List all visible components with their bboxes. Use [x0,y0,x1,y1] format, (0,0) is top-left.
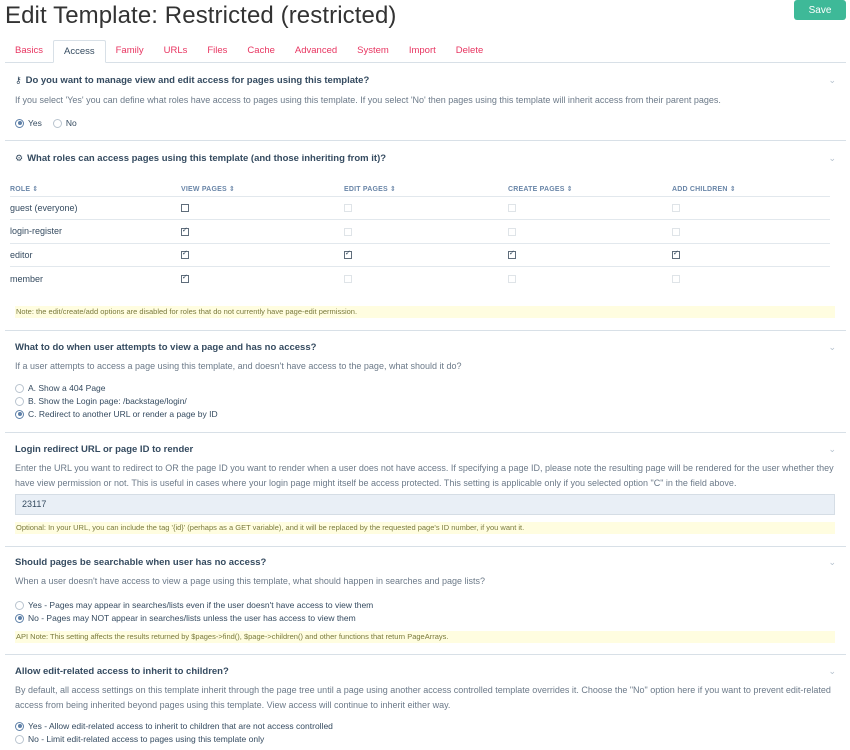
searchable-option-no[interactable]: No - Pages may NOT appear in searches/lists unless the user has access to view them [15,613,356,623]
table-row [10,220,830,244]
roles-heading[interactable] [15,153,386,164]
table-row [10,196,830,220]
no-access-heading[interactable] [15,342,316,353]
tab-system[interactable]: System [357,45,389,56]
redirect-description: Enter the URL you want to redirect to OR the page ID you want to render when a user does not have access. If specifying a page ID, please note the resulting page will be rendered for the user whether they have view permission or not. This is useful in cases where your login page might itself be access protected. This setting is applicable only if you selected option "C" in the field above. [15,463,834,488]
tab-cache[interactable]: Cache [247,45,275,56]
add-children-checkbox [672,228,680,236]
manage-access-title: Do you want to manage view and edit access for pages using this template? [25,75,370,86]
chevron-down-icon[interactable]: ⌄ [828,75,836,85]
add-children-checkbox[interactable] [672,251,680,259]
searchable-description: When a user doesn't have access to view a page using this template, what should happen in searches and page lists? [15,576,486,586]
view-checkbox[interactable] [181,275,189,283]
edit-checkbox [344,275,352,283]
manage-access-no[interactable]: No [53,118,77,128]
tab-basics[interactable]: Basics [15,45,43,56]
no-access-title: What to do when user attempts to view a page and has no access? [15,342,317,353]
table-header-row [10,182,830,196]
gears-icon: ⚙ [15,153,24,163]
roles-table [10,182,830,290]
radio-option-a[interactable] [15,384,24,393]
chevron-down-icon[interactable]: ⌄ [828,153,836,163]
radio-yes[interactable] [15,119,24,128]
edit-checkbox [344,204,352,212]
redirect-section [5,432,846,546]
tab-advanced[interactable]: Advanced [294,45,338,56]
manage-access-heading[interactable] [15,75,369,86]
inherit-heading[interactable] [15,666,229,677]
inherit-option-no[interactable]: No - Limit edit-related access to pages using this template only [15,734,264,744]
chevron-down-icon[interactable]: ⌄ [828,666,836,676]
tab-urls[interactable]: URLs [163,45,188,56]
searchable-option-yes[interactable]: Yes - Pages may appear in searches/lists even if the user doesn't have access to view them [15,600,373,610]
tab-delete[interactable]: Delete [455,45,484,56]
searchable-title: Should pages be searchable when user has no access? [15,557,267,568]
radio-inherit-yes[interactable] [15,722,24,731]
redirect-heading[interactable] [15,444,193,455]
manage-access-description: If you select 'Yes' you can define what roles have access to pages using this template. If you select 'No' then pages using this template will inherit access from their parent pages. [15,95,721,105]
column-role[interactable]: ROLE ⇕ [10,186,39,193]
tab-bar [5,40,493,62]
key-icon: ⚷ [15,75,22,85]
save-button[interactable]: Save [794,0,846,20]
redirect-title: Login redirect URL or page ID to render [15,444,194,455]
role-name: guest (everyone) [10,196,181,220]
manage-access-section [5,62,846,140]
searchable-heading[interactable] [15,557,266,568]
no-access-option-c[interactable]: C. Redirect to another URL or render a page by ID [15,409,218,419]
page-title: Edit Template: Restricted (restricted) [5,2,397,29]
roles-note: Note: the edit/create/add options are disabled for roles that do not currently have page-edit permission. [15,306,835,318]
no-access-section [5,330,846,432]
inherit-section [5,654,846,750]
create-checkbox [508,228,516,236]
table-row [10,267,830,291]
create-checkbox [508,275,516,283]
role-name: login-register [10,220,181,244]
view-checkbox[interactable] [181,204,189,212]
radio-option-c[interactable] [15,410,24,419]
searchable-section [5,546,846,654]
inherit-title: Allow edit-related access to inherit to children? [15,666,229,677]
tab-import[interactable]: Import [408,45,436,56]
manage-access-yes[interactable]: Yes [15,118,42,128]
view-checkbox[interactable] [181,228,189,236]
radio-option-b[interactable] [15,397,24,406]
column-view-pages[interactable]: VIEW PAGES ⇕ [181,186,236,193]
chevron-down-icon[interactable]: ⌄ [828,557,836,567]
edit-checkbox [344,228,352,236]
inherit-description: By default, all access settings on this template inherit through the page tree until a page using another access controlled template overrides it. Choose the "No" option here if you want to prevent edit-related access from being inherited beyond pages using this template. View access will continue to inherit either way. [15,685,831,710]
add-children-checkbox [672,275,680,283]
column-edit-pages[interactable]: EDIT PAGES ⇕ [344,186,397,193]
column-add-children[interactable]: ADD CHILDREN ⇕ [672,186,736,193]
manage-access-options [15,118,88,128]
table-row [10,243,830,267]
view-checkbox[interactable] [181,251,189,259]
radio-searchable-no[interactable] [15,614,24,623]
tab-family[interactable]: Family [115,45,144,56]
redirect-input[interactable]: 23117 [15,494,835,515]
role-name: member [10,267,181,291]
chevron-down-icon[interactable]: ⌄ [828,342,836,352]
no-access-description: If a user attempts to access a page using this template, and doesn't have access to the page, what should it do? [15,361,462,371]
radio-inherit-no[interactable] [15,735,24,744]
create-checkbox [508,204,516,212]
chevron-down-icon[interactable]: ⌄ [828,444,836,454]
radio-no[interactable] [53,119,62,128]
create-checkbox[interactable] [508,251,516,259]
tab-access[interactable]: Access [53,40,106,63]
inherit-option-yes[interactable]: Yes - Allow edit-related access to inherit to children that are not access controlled [15,721,333,731]
column-create-pages[interactable]: CREATE PAGES ⇕ [508,186,573,193]
tab-files[interactable]: Files [207,45,228,56]
role-name: editor [10,243,181,267]
roles-title: What roles can access pages using this template (and those inheriting from it)? [27,153,387,164]
redirect-note: Optional: In your URL, you can include the tag '{id}' (perhaps as a GET variable), and it will be replaced by the requested page's ID number, if you want it. [15,522,835,534]
no-access-option-a[interactable]: A. Show a 404 Page [15,383,106,393]
radio-searchable-yes[interactable] [15,601,24,610]
searchable-note: API Note: This setting affects the results returned by $pages->find(), $page->children() and other functions that return PageArrays. [15,631,835,643]
edit-checkbox[interactable] [344,251,352,259]
add-children-checkbox [672,204,680,212]
no-access-option-b[interactable]: B. Show the Login page: /backstage/login/ [15,396,187,406]
